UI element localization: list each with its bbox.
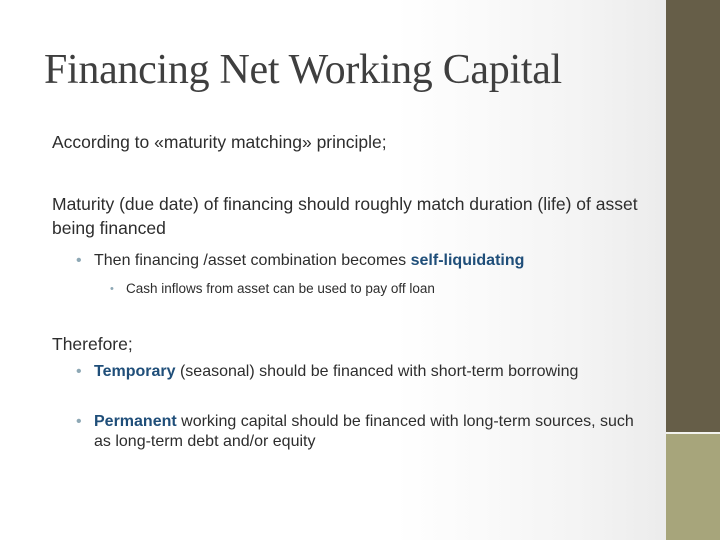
bullet-temporary bbox=[76, 362, 634, 382]
subbullet-text: Cash inflows from asset can be used to pay off loan bbox=[126, 281, 435, 296]
bullet-text: Then financing /asset combination becomes bbox=[94, 252, 411, 269]
subbullet-cash-inflows bbox=[110, 280, 626, 298]
paragraph-maturity-matching: According to «maturity matching» principle; bbox=[52, 132, 387, 152]
sidebar-divider bbox=[666, 432, 720, 434]
paragraph-therefore: Therefore; bbox=[52, 334, 133, 354]
bullet-text: working capital should be financed with long-term sources, such as long-term debt and/or equity bbox=[94, 413, 634, 450]
bullet-self-liquidating bbox=[76, 251, 634, 271]
bullet-dot: • bbox=[76, 252, 82, 269]
highlight-permanent: Permanent bbox=[94, 413, 177, 430]
paragraph-maturity-definition: Maturity (due date) of financing should roughly match duration (life) of asset being financed bbox=[52, 194, 638, 238]
bullet-permanent bbox=[76, 412, 634, 452]
bullet-dot: • bbox=[110, 283, 114, 295]
bullet-text: (seasonal) should be financed with short-term borrowing bbox=[175, 363, 579, 380]
sidebar-accent-light bbox=[666, 432, 720, 540]
slide-title: Financing Net Working Capital bbox=[44, 47, 562, 93]
bullet-dot: • bbox=[76, 363, 82, 380]
bullet-dot: • bbox=[76, 413, 82, 430]
highlight-self-liquidating: self-liquidating bbox=[410, 252, 525, 269]
sidebar-accent-dark bbox=[666, 0, 720, 432]
highlight-temporary: Temporary bbox=[94, 363, 176, 380]
